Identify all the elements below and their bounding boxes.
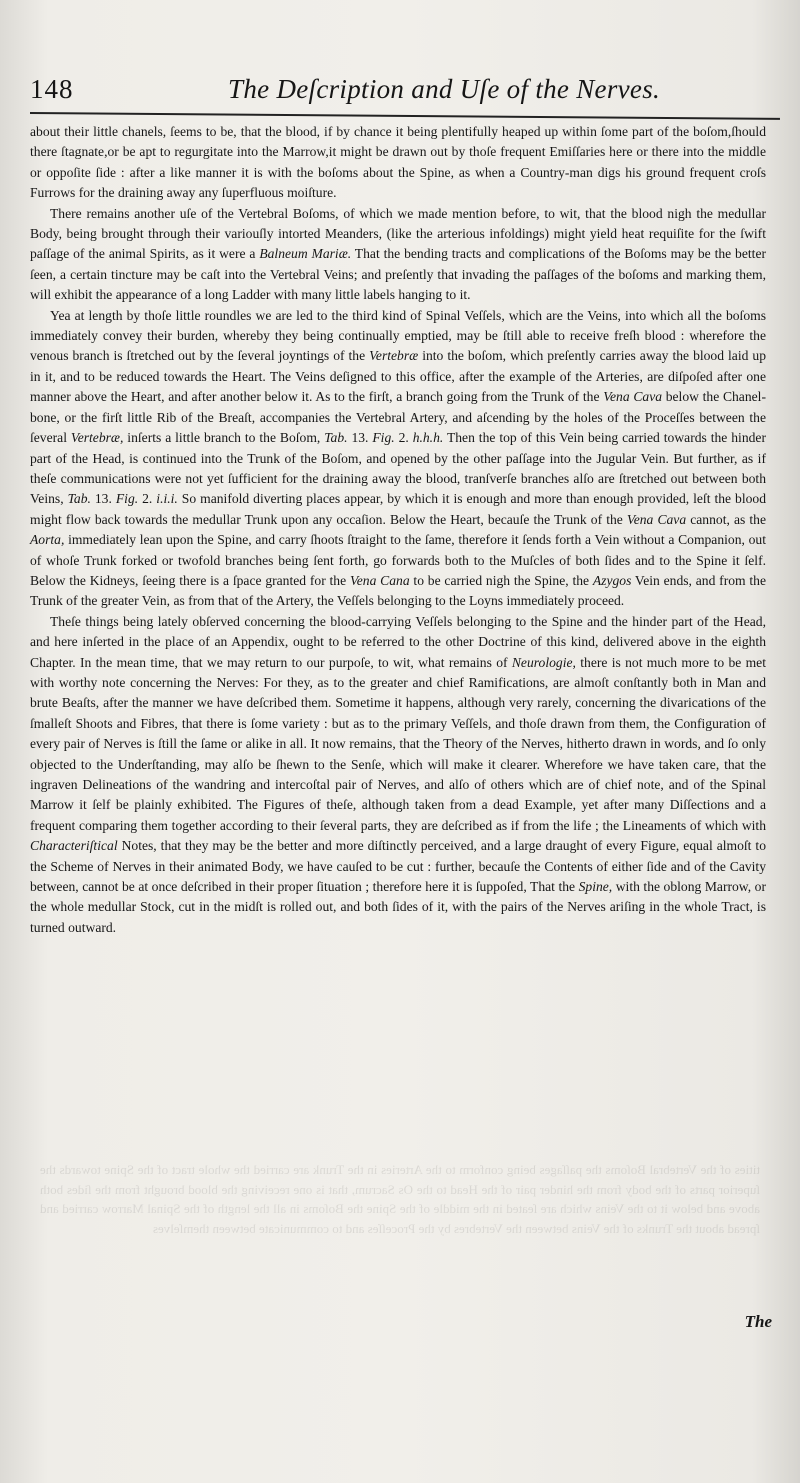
italic-term: i.i.i. bbox=[156, 491, 178, 507]
text-run: below the Chanel-bone, or the firſt little Rib of the Breaſt, accompanies the Vertebral Artery, and aſcending by the holes of the Proceſſes between the ſeveral bbox=[30, 389, 766, 446]
header-rule bbox=[30, 112, 780, 120]
italic-term: Aorta, bbox=[30, 532, 65, 548]
text-run: inſerts a little branch to the Boſom, bbox=[123, 430, 325, 446]
text-run: That the bending tracts and complications of the Boſoms may be the better ſeen, a certain tincture may be caſt into the Vertebral Veins; and preſently that invading the paſſages of the boſoms and marking them, will exhibit the appearance of a long Ladder with many little labels hanging to it. bbox=[30, 246, 767, 303]
paragraph bbox=[30, 306, 766, 612]
text-run: into the boſom, which preſently carries away the blood laid up in it, and to be reduced towards the Heart. The Veins deſigned to this office, after the example of the Arteries, are diſpoſed after one manner above the Heart, and after another below it. As to the firſt, a branch going from the Trunk of the bbox=[30, 348, 766, 405]
italic-term: Vena Cava bbox=[603, 389, 663, 405]
text-run: Yea at length by thoſe little roundles we are led to the third kind of Spinal Veſſels, which are the Veins, into which all the boſoms immediately convey their burden, whereby they being continually emptied, may be ſtill able to receive freſh blood : wherefore the venous branch is ſtretched out by the ſeveral joyntings of the bbox=[30, 307, 766, 364]
italic-term: h.h.h. bbox=[412, 430, 444, 446]
text-run: Notes, that they may be the better and more diſtinctly perceived, and a large draught of every Figure, equal almoſt to the Scheme of Nerves in their animated Body, we have cauſed to be cut : further, becauſe the Contents of either ſide and of the Cavity between, cannot be at once deſcribed in their proper ſituation ; therefore here it is ſuppoſed, That the bbox=[30, 838, 766, 895]
text-run: So manifold diverting places appear, by which it is enough and more than enough provided, leſt the blood might flow back towards the medullar Trunk upon any occaſion. Below the Heart, becauſe the Trunk of the bbox=[30, 491, 766, 527]
italic-term: Fig. bbox=[115, 491, 139, 507]
italic-term: Vertebræ bbox=[369, 348, 419, 364]
text-run: Theſe things being lately obſerved concerning the blood-carrying Veſſels belonging to the Spine and the hinder part of the Head, and here inſerted in the place of an Appendix, ought to be referred to the other Doctrine of this kind, delivered above in the eighth Chapter. In the mean time, that we may return to our purpoſe, to wit, what remains of bbox=[30, 613, 766, 670]
catchword: The bbox=[744, 1312, 772, 1331]
italic-term: Tab. bbox=[67, 491, 91, 507]
text-run: 2. bbox=[394, 430, 413, 446]
italic-term: Neurologie, bbox=[511, 654, 576, 670]
italic-term: Fig. bbox=[372, 430, 395, 446]
page-number: 148 bbox=[30, 74, 74, 104]
paragraph bbox=[30, 204, 766, 306]
text-run: with the oblong Marrow, or the whole medullar Stock, cut in the midſt is rolled out, and both ſides of it, with the pairs of the Nerves ariſing in the whole Tract, is turned outward. bbox=[30, 879, 766, 935]
text-run: 13. bbox=[90, 491, 116, 507]
italic-term: Balneum Mariæ. bbox=[259, 246, 352, 262]
text-run: there is not much more to be met with worthy note concerning the Nerves: For they, as to the greater and chief Ramifications, are almoſt conſtantly both in Man and brute Beaſts, after the manner we have deſcribed them. Sometime it happens, although very rarely, concerning the divarications of the ſmalleſt Shoots and Fibres, that there is ſome variety : but as to the primary Veſſels, and thoſe drawn from them, the Configuration of every pair of Nerves is ſtill the ſame or alike in all. It now remains, that the Theory of the Nerves, hitherto drawn in words, and ſo only objected to the Underſtanding, may alſo be ſhewn to the Senſe, which will make it clearer. Wherefore we have taken care, that the ingraven Delineations of the wandring and intercoſtal pair of Nerves, and alſo of others which are of chief note, and of the Spinal Marrow it ſelf be plainly exhibited. The Figures of theſe, although taken from a dead Example, yet after many Diſſections and a frequent comparing them together according to their ſeveral parts, they are deſcribed as if from the life ; the Lineaments of which with bbox=[30, 654, 766, 833]
body-text bbox=[30, 122, 766, 938]
text-run: There remains another uſe of the Vertebral Boſoms, of which we made mention before, to wit, that the blood nigh the medullar Body, being brought through their variouſly intorted Meanders, (like the arterious infoldings) might yield heat requiſite for the ſwift paſſage of the animal Spirits, as it were a bbox=[30, 205, 766, 262]
paragraph bbox=[30, 122, 766, 204]
italic-term: Azygos bbox=[592, 572, 632, 588]
italic-term: Vena Cava bbox=[626, 511, 687, 527]
italic-term: Vertebræ, bbox=[70, 430, 124, 446]
bleed-through-texture: tities of the Vertebral Boſoms the paſſages being conform to the Arteries in the Trunk are carried the whole tract of the Spine towards the ſuperior parts of the body from the hinder pair of the Head to the Os Sacrum, that is one receiving the blood brought from the ſides both above and below it to the Veins which are ſeated in the middle of the Spine the Boſoms in all the length of the Spinal Marrow carried and ſpread about the Trunks of the Veins between the Vertebres by the Proceſſes and to communicate between themſelves bbox=[40, 1162, 760, 1236]
paragraph bbox=[30, 612, 766, 939]
running-title: The Deſcription and Uſe of the Nerves. bbox=[228, 74, 661, 104]
italic-term: Vena Cana bbox=[349, 572, 410, 588]
page-header bbox=[30, 68, 780, 108]
text-run: about their little chanels, ſeems to be, that the blood, if by chance it being plentifully heaped up within ſome part of the boſom,ſhould there ſtagnate,or be apt to regurgitate into the Marrow,it might be drawn out by thoſe frequent Emiſſaries here or there into the middle or oppoſite ſide : after a like manner it is with the boſoms about the Spine, as when a Country-man digs his ground frequent croſs Furrows for the draining away any ſuperfluous moiſture. bbox=[30, 124, 766, 201]
italic-term: Tab. bbox=[324, 430, 348, 446]
text-run: Vein ends, and from the Trunk of the greater Vein, as from that of the Artery, the Veſſels belonging to the Loyns immediately proceed. bbox=[30, 572, 766, 609]
text-run: Then the top of this Vein being carried towards the hinder part of the Head, is continued into the Trunk of the Boſom, and opened by the other paſſage into the Jugular Vein. But further, as if theſe communications were not yet ſufficient for the draining away the blood, tranſverſe branches alſo are ſtretched out between both Veins, bbox=[30, 430, 766, 507]
text-run: 13. bbox=[347, 430, 373, 446]
text-run: cannot, as the bbox=[686, 511, 766, 527]
text-run: 2. bbox=[138, 491, 157, 507]
italic-term: Spine, bbox=[578, 879, 613, 895]
text-run: to be carried nigh the Spine, the bbox=[409, 572, 593, 588]
italic-term: Characteriſtical bbox=[30, 838, 118, 854]
text-run: immediately lean upon the Spine, and carry ſhoots ſtraight to the ſame, therefore it ſends forth a Vein without a Companion, out of whoſe Trunk forked or twofold branches being ſent forth, go forwards both to the Muſcles of both ſides and to the Spine it ſelf. Below the Kidneys, ſeeing there is a ſpace granted for the bbox=[30, 532, 766, 588]
